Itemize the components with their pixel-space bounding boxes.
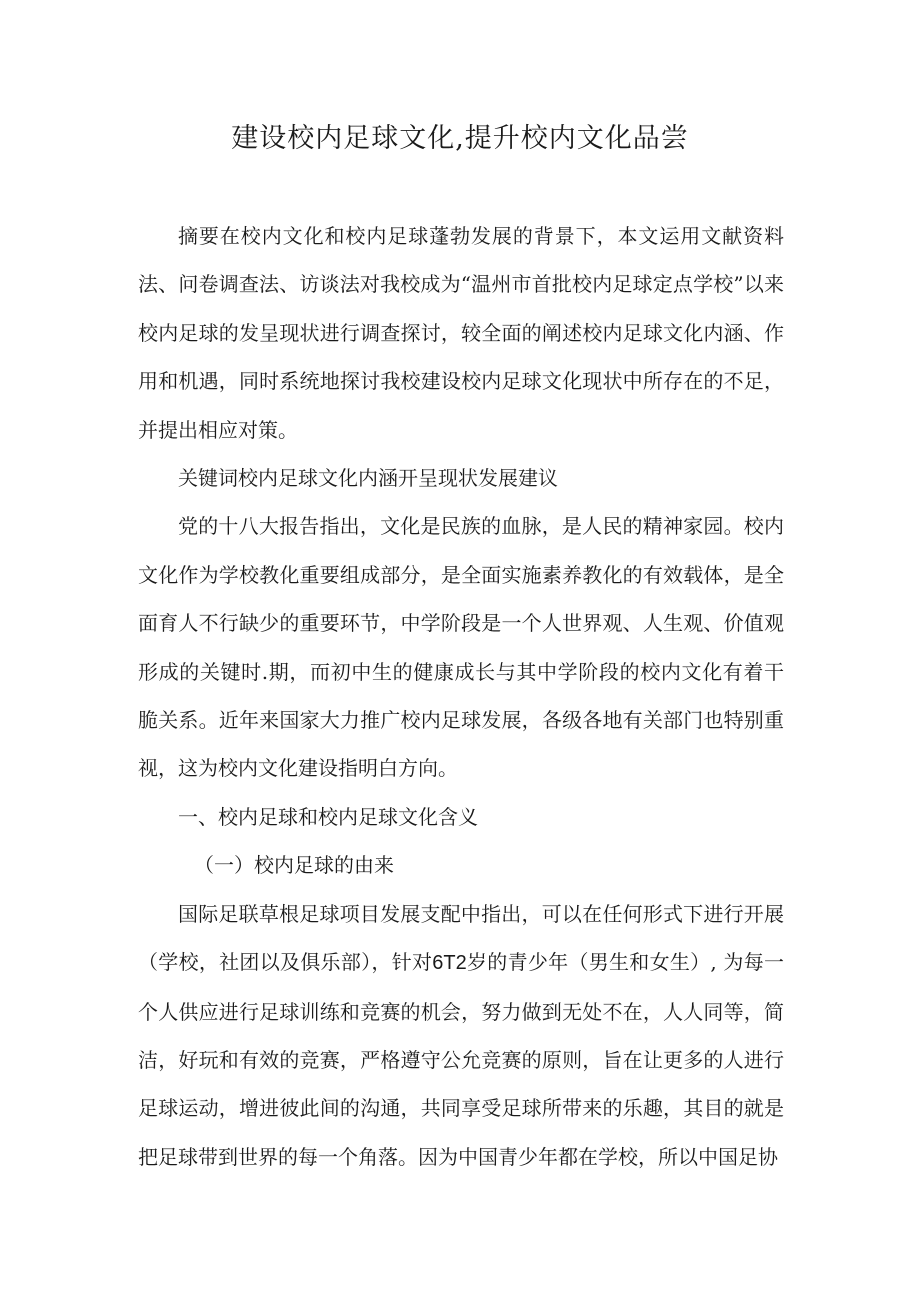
body-paragraph (138, 890, 784, 1181)
abstract-paragraph: 摘要在校内文化和校内足球蓬勃发展的背景下，本文运用文献资料法、问卷调查法、访谈法对我校成为“温州市首批校内足球定点学校”以来校内足球的发呈现状进行调查探讨，较全面的阐述校内足球文化内涵、作用和机遇，同时系统地探讨我校建设校内足球文化现状中所存在的不足，并提出相应对策。 (138, 224, 784, 442)
document-title: 建设校内足球文化,提升校内文化品尝 (231, 123, 689, 154)
body-paragraph-part-a: 国际足联草根足球项目发展支配中指出，可以在任何形式下进行开展（学校，社团以及俱乐部），针对 (138, 901, 784, 975)
body-paragraph-part-b: 岁的青少年（男生和女生）, 为每一个人供应进行足球训练和竞赛的机会，努力做到无处不在，人人同等，简洁，好玩和有效的竞赛，严格遵守公允竞赛的原则，旨在让更多的人进行足球运动，增进彼此间的沟通，共同享受足球所带来的乐趣，其目的就是把足球带到世界的每一个角落。因为中国青少年都在学校，所以中国足协 (138, 950, 784, 1169)
keywords-paragraph: 关键词校内足球文化内涵开呈现状发展建议 (178, 466, 558, 491)
document-body (138, 212, 784, 1181)
age-range-number: 6T2 (432, 952, 467, 975)
intro-paragraph: 党的十八大报告指出，文化是民族的血脉，是人民的精神家园。校内文化作为学校教化重要组成部分，是全面实施素养教化的有效载体，是全面育人不行缺少的重要环节，中学阶段是一个人世界观、人生观、价值观形成的关键时.期，而初中生的健康成长与其中学阶段的校内文化有着干脆关系。近年来国家大力推广校内足球发展，各级各地有关部门也特别重视，这为校内文化建设指明白方向。 (138, 514, 784, 781)
subsection-heading: （一）校内足球的由来 (194, 853, 394, 878)
section-heading: 一、校内足球和校内足球文化含义 (178, 804, 478, 829)
